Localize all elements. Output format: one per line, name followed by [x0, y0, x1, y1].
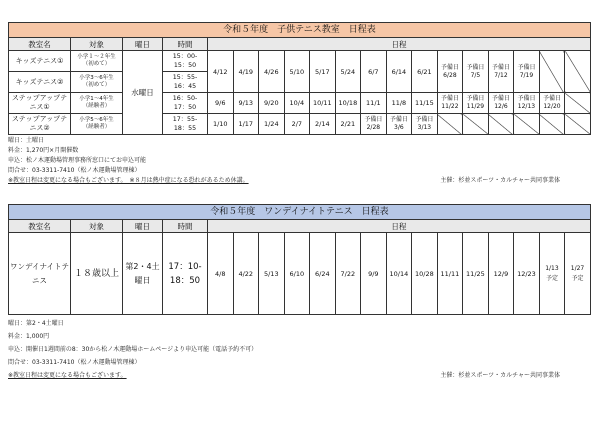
- date-cell: 1/10: [208, 114, 234, 135]
- date-cell: 6/10: [284, 233, 310, 315]
- date-cell: 5/24: [335, 51, 361, 93]
- sponsor-text: 主催：杉並スポーツ・カルチャー共同事業体: [440, 177, 560, 184]
- table-title: 令和５年度 子供テニス教室 日程表: [9, 23, 591, 38]
- date-cell: 4/12: [208, 51, 234, 93]
- header-day: 曜日: [123, 38, 163, 51]
- empty-cell: [463, 114, 489, 135]
- note-day: 曜日：土曜日: [8, 137, 45, 144]
- table-title: 令和５年度 ワンデイナイトテニス 日程表: [9, 205, 591, 220]
- class-time: 17：10-18：50: [163, 233, 208, 315]
- date-cell: 6/7: [361, 51, 387, 93]
- header-target: 対象: [71, 38, 123, 51]
- class-name: キッズテニス②: [9, 72, 71, 93]
- tentative-date-cell: 1/13 予定: [539, 233, 565, 315]
- sponsor-text: 主催：杉並スポーツ・カルチャー共同事業体: [440, 372, 560, 379]
- date-cell: 4/26: [259, 51, 285, 93]
- header-target: 対象: [71, 220, 123, 233]
- date-cell: 4/19: [233, 51, 259, 93]
- class-name: ステップアップテニス②: [9, 114, 71, 135]
- empty-cell: [565, 93, 591, 114]
- spare-date-cell: 予備日 11/29: [463, 93, 489, 114]
- header-class-name: 教室名: [9, 220, 71, 233]
- table-row: [9, 51, 591, 72]
- date-cell: 2/7: [284, 114, 310, 135]
- class-day: 水曜日: [123, 51, 163, 135]
- date-cell: 11/25: [463, 233, 489, 315]
- date-cell: 11/15: [412, 93, 438, 114]
- spare-date-cell: 予備日 3/13: [412, 114, 438, 135]
- spare-date-cell: 予備日 7/19: [514, 51, 540, 93]
- spare-date-cell: 予備日 6/28: [437, 51, 463, 93]
- table-row: [9, 233, 591, 315]
- table2-notes: [8, 317, 590, 382]
- empty-cell: [565, 114, 591, 135]
- table-row: [9, 93, 591, 114]
- date-cell: 1/17: [233, 114, 259, 135]
- spare-date-cell: 予備日 12/6: [488, 93, 514, 114]
- header-time: 時間: [163, 38, 208, 51]
- date-cell: 2/14: [310, 114, 336, 135]
- date-cell: 2/21: [335, 114, 361, 135]
- date-cell: 10/28: [412, 233, 438, 315]
- date-cell: 9/20: [259, 93, 285, 114]
- date-cell: 1/24: [259, 114, 285, 135]
- caution-text: ※教室日程は変更になる場合もございます。 ※８月は熱中症になる恐れがあるため休講。: [8, 177, 249, 184]
- note-contact: 問合せ：03-3311-7410（松ノ木運動場管理棟）: [8, 359, 141, 366]
- note-fee: 料金：1,270円×月開催数: [8, 147, 79, 154]
- class-name: ステップアップテニス①: [9, 93, 71, 114]
- empty-cell: [565, 51, 591, 93]
- caution-row: [8, 369, 590, 382]
- class-time: 15：00- 15：50: [163, 51, 208, 72]
- class-target: 小学1～4年生 （経験者）: [71, 93, 123, 114]
- note-day: 曜日：第2・4土曜日: [8, 320, 64, 327]
- empty-cell: [437, 114, 463, 135]
- date-cell: 6/24: [310, 233, 336, 315]
- spare-date-cell: 予備日 2/28: [361, 114, 387, 135]
- tentative-date-cell: 1/27 予定: [565, 233, 591, 315]
- kids-tennis-schedule-table: [8, 22, 591, 135]
- header-schedule: 日程: [208, 220, 591, 233]
- class-target: 小学5～6年生 （経験者）: [71, 114, 123, 135]
- note-application: 申込：松ノ木運動場管理事務所窓口にてお申込可能: [8, 157, 147, 164]
- date-cell: 10/4: [284, 93, 310, 114]
- date-cell: 9/9: [361, 233, 387, 315]
- caution-text: ※教室日程は変更になる場合もございます。: [8, 372, 127, 379]
- class-target: 小学１～２年生 （初めて）: [71, 51, 123, 72]
- date-cell: 10/11: [310, 93, 336, 114]
- table-row: [9, 114, 591, 135]
- spare-date-cell: 予備日 7/5: [463, 51, 489, 93]
- header-schedule: 日程: [208, 38, 591, 51]
- date-cell: 5/13: [259, 233, 285, 315]
- note-contact: 問合せ：03-3311-7410（松ノ木運動場管理棟）: [8, 167, 141, 174]
- date-cell: 12/23: [514, 233, 540, 315]
- date-cell: 6/21: [412, 51, 438, 93]
- date-cell: 5/17: [310, 51, 336, 93]
- date-cell: 11/8: [386, 93, 412, 114]
- spare-date-cell: 予備日 12/20: [539, 93, 565, 114]
- class-name: キッズテニス①: [9, 51, 71, 72]
- class-target: １８歳以上: [71, 233, 123, 315]
- empty-cell: [488, 114, 514, 135]
- note-fee: 料金：1,000円: [8, 333, 50, 340]
- date-cell: 6/14: [386, 51, 412, 93]
- one-day-night-tennis-table: [8, 204, 591, 315]
- class-name: ワンデイナイトテニス: [9, 233, 71, 315]
- date-cell: 10/14: [386, 233, 412, 315]
- date-cell: 10/18: [335, 93, 361, 114]
- date-cell: 12/9: [488, 233, 514, 315]
- spare-date-cell: 予備日 7/12: [488, 51, 514, 93]
- table1-notes: [8, 136, 590, 186]
- class-time: 15：55- 16：45: [163, 72, 208, 93]
- date-cell: 5/10: [284, 51, 310, 93]
- spare-date-cell: 予備日 11/22: [437, 93, 463, 114]
- date-cell: 4/22: [233, 233, 259, 315]
- note-application: 申込：開催日1週間前の8：30から松ノ木運動場ホームページより申込可能（電話予約不可）: [8, 346, 258, 353]
- class-time: 17：55- 18：55: [163, 114, 208, 135]
- header-day: 曜日: [123, 220, 163, 233]
- class-target: 小学3～6年生 （初めて）: [71, 72, 123, 93]
- header-time: 時間: [163, 220, 208, 233]
- spare-date-cell: 予備日 3/6: [386, 114, 412, 135]
- caution-row: [8, 176, 590, 186]
- class-time: 16：50- 17：50: [163, 93, 208, 114]
- header-class-name: 教室名: [9, 38, 71, 51]
- date-cell: 9/13: [233, 93, 259, 114]
- empty-cell: [539, 51, 565, 93]
- date-cell: 11/1: [361, 93, 387, 114]
- date-cell: 9/6: [208, 93, 234, 114]
- date-cell: 7/22: [335, 233, 361, 315]
- class-day: 第2・4土曜日: [123, 233, 163, 315]
- empty-cell: [514, 114, 540, 135]
- date-cell: 11/11: [437, 233, 463, 315]
- spare-date-cell: 予備日 12/13: [514, 93, 540, 114]
- date-cell: 4/8: [208, 233, 234, 315]
- empty-cell: [539, 114, 565, 135]
